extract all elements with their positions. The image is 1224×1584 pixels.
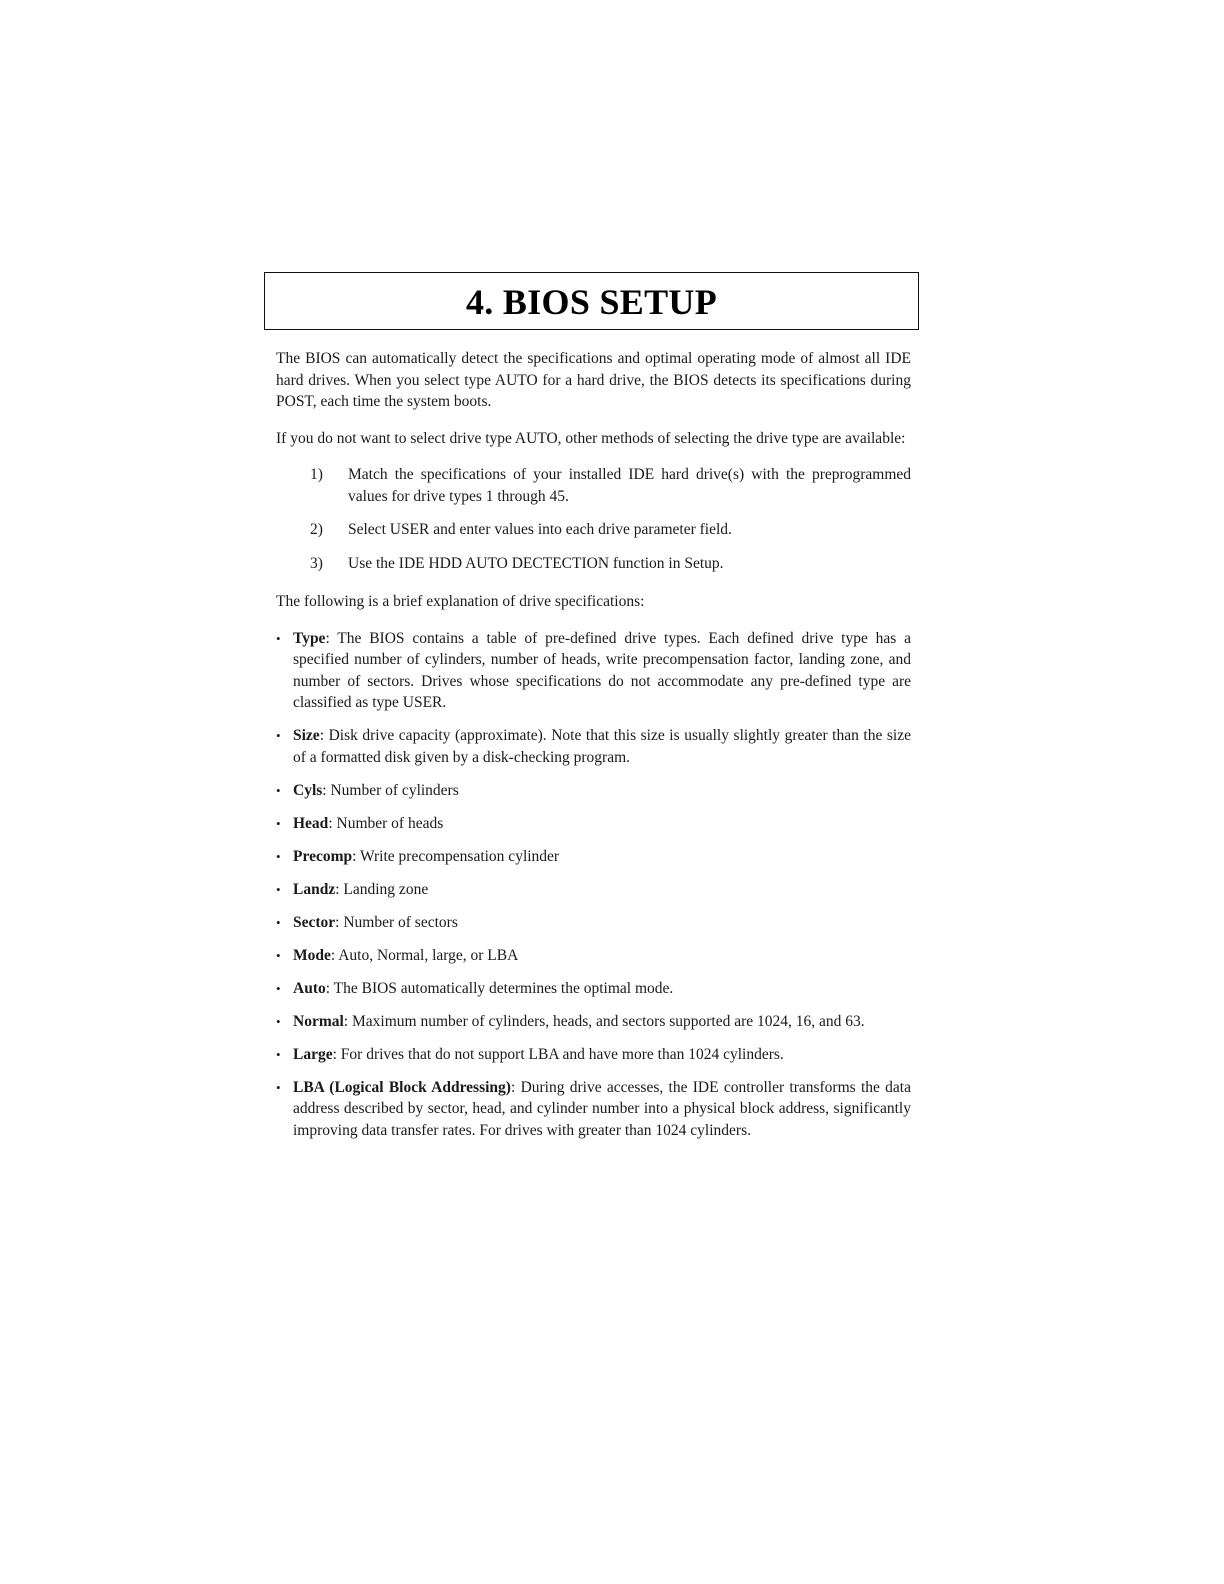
spec-desc: During drive accesses, the IDE controller transforms the data address described by sector, head, and cylinder number into a physical block address, significantly improving data transfer rates. For drives with greater than 1024 cylinders. <box>293 1078 911 1139</box>
spec-desc: Number of cylinders <box>330 781 459 799</box>
method-list <box>276 464 911 574</box>
method-item <box>276 464 911 507</box>
alternatives-paragraph: If you do not want to select drive type AUTO, other methods of selecting the drive type are available: <box>276 429 906 447</box>
spec-term: Size <box>293 727 320 744</box>
method-item <box>276 553 911 575</box>
spec-separator: : <box>322 781 331 799</box>
intro-paragraph: The BIOS can automatically detect the specifications and optimal operating mode of almost all IDE hard drives. When you select type AUTO for a hard drive, the BIOS detects its specifications during POST, each time the system boots. <box>276 350 911 410</box>
spec-separator: : <box>328 814 337 832</box>
spec-item <box>276 780 911 802</box>
spec-term: Normal <box>293 1012 344 1030</box>
spec-desc: Maximum number of cylinders, heads, and sectors supported are 1024, 16, and 63. <box>351 1012 865 1030</box>
bullet-icon: • <box>276 848 281 864</box>
spec-item <box>276 813 911 835</box>
chapter-title-box <box>264 272 919 330</box>
method-number: 2) <box>310 521 323 538</box>
spec-item <box>276 912 911 934</box>
spec-term: Auto <box>293 979 326 997</box>
spec-item <box>276 628 911 714</box>
bullet-icon: • <box>276 1079 281 1095</box>
spec-separator: : <box>325 629 338 647</box>
spec-separator: : <box>319 727 329 744</box>
spec-term: Large <box>293 1045 333 1063</box>
spec-separator: : <box>330 946 339 964</box>
spec-item <box>276 879 911 901</box>
method-item <box>276 519 911 541</box>
spec-item <box>276 1077 911 1142</box>
bullet-icon: • <box>276 947 281 963</box>
method-text: Use the IDE HDD AUTO DECTECTION function in Setup. <box>348 554 724 572</box>
spec-desc: The BIOS contains a table of pre-defined drive types. Each defined drive type has a specified number of cylinders, number of heads, write precompensation factor, landing zone, and number of sectors. Drives whose specifications do not accommodate any pre-defined type are classified as type USER. <box>293 629 911 711</box>
bullet-icon: • <box>276 815 281 831</box>
spec-item <box>276 725 911 768</box>
spec-separator: : <box>510 1078 521 1096</box>
spec-item <box>276 945 911 967</box>
method-text: Select USER and enter values into each drive parameter field. <box>348 521 732 538</box>
spec-separator: : <box>352 847 361 865</box>
spec-term: Mode <box>293 946 331 964</box>
spec-item <box>276 846 911 868</box>
spec-desc: The BIOS automatically determines the optimal mode. <box>333 979 674 997</box>
spec-item <box>276 1011 911 1033</box>
bullet-icon: • <box>276 630 281 646</box>
spec-desc: Landing zone <box>343 880 429 898</box>
spec-separator: : <box>335 913 344 931</box>
spec-term: Type <box>293 629 326 647</box>
explanation-intro: The following is a brief explanation of drive specifications: <box>276 593 645 610</box>
bullet-icon: • <box>276 728 281 743</box>
spec-desc: Number of sectors <box>343 913 458 931</box>
method-number: 1) <box>310 466 323 483</box>
bullet-icon: • <box>276 881 281 897</box>
spec-desc: Disk drive capacity (approximate). Note that this size is usually slightly greater than the size of a formatted disk given by a disk-checking program. <box>293 727 912 766</box>
spec-term: Cyls <box>293 781 323 799</box>
spec-desc: Auto, Normal, large, or LBA <box>338 946 519 964</box>
spec-term: Sector <box>293 913 336 931</box>
method-number: 3) <box>310 554 323 572</box>
bullet-icon: • <box>276 980 281 996</box>
spec-term: Head <box>293 814 329 832</box>
spec-item <box>276 1044 911 1066</box>
chapter-title: 4. BIOS SETUP <box>466 282 717 322</box>
spec-term: LBA (Logical Block Addressing) <box>293 1078 511 1096</box>
spec-separator: : <box>343 1012 352 1030</box>
spec-desc: Write precompensation cylinder <box>360 847 560 865</box>
spec-separator: : <box>332 1045 341 1063</box>
bullet-icon: • <box>276 914 281 930</box>
spec-separator: : <box>325 979 334 997</box>
method-text: Match the specifications of your installed IDE hard drive(s) with the preprogrammed values for drive types 1 through 45. <box>348 466 911 505</box>
bullet-icon: • <box>276 782 281 798</box>
spec-item <box>276 978 911 1000</box>
bullet-icon: • <box>276 1013 281 1029</box>
spec-term: Precomp <box>293 847 353 865</box>
spec-term: Landz <box>293 880 336 898</box>
page-content <box>276 348 911 1153</box>
spec-desc: Number of heads <box>336 814 444 832</box>
spec-desc: For drives that do not support LBA and have more than 1024 cylinders. <box>340 1045 784 1063</box>
bullet-icon: • <box>276 1046 281 1062</box>
spec-separator: : <box>335 880 344 898</box>
spec-list <box>276 628 911 1142</box>
